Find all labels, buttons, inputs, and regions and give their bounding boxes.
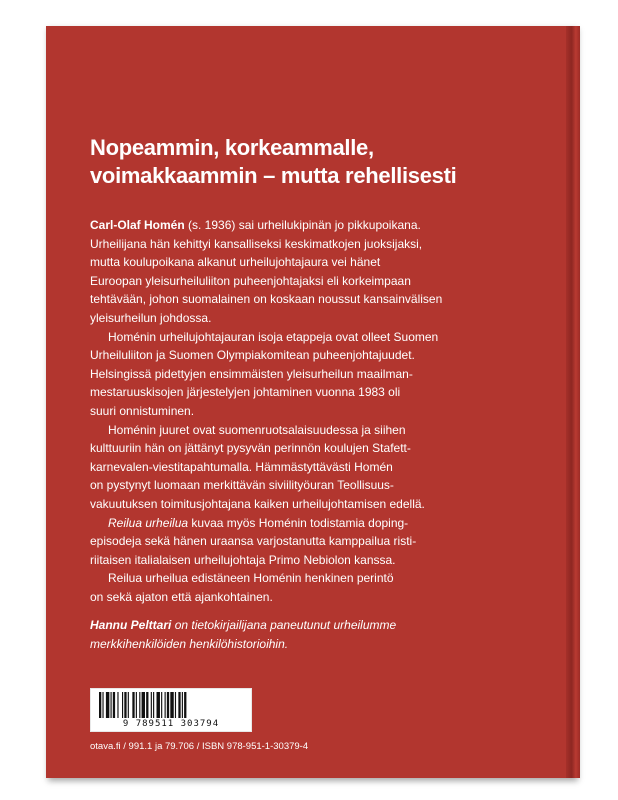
paragraph-line: on sekä ajaton että ajankohtainen. <box>90 589 273 604</box>
paragraph-line: Urheilijana hän kehittyi kansalliseksi keskimatkojen juoksijaksi, <box>90 236 423 251</box>
paragraph-line: suuri onnistuminen. <box>90 403 195 418</box>
cover-title <box>90 134 530 190</box>
paragraph-line: kulttuuriin hän on jättänyt pysyvän perinnön koulujen Stafett- <box>90 441 411 456</box>
paragraph-line <box>90 216 530 235</box>
barcode-number: 9 789511 303794 <box>122 719 220 729</box>
paragraph-line: karnevalen-viestitapahtumalla. Hämmästyttävästi Homén <box>90 459 393 474</box>
paragraph-line: tehtävään, johon suomalainen on koskaan noussut kansainvälisen <box>90 292 443 307</box>
paragraph-line: Homénin juuret ovat suomenruotsalaisuudessa ja siihen <box>108 422 406 437</box>
paragraph-intro <box>90 216 530 328</box>
paragraph-legacy <box>90 569 530 606</box>
paragraph-line: Helsingissä pidettyjen ensimmäisten yleisurheilun maailman- <box>90 366 413 381</box>
isbn-barcode <box>90 688 250 732</box>
paragraph-line: merkkihenkilöiden henkilöhistorioihin. <box>90 637 289 652</box>
title-line: voimakkaammin – mutta rehellisesti <box>90 163 457 188</box>
spacer <box>90 606 530 612</box>
paragraph-text: kuvaa myös Homénin todistamia doping- <box>188 515 409 530</box>
paragraph-roots <box>90 421 530 514</box>
book-spine-edge <box>566 26 580 778</box>
barcode-label <box>90 688 252 732</box>
publisher-footer: otava.fi / 991.1 ja 79.706 / ISBN 978-951-1-30379-4 <box>90 741 309 752</box>
paragraph-book <box>90 514 530 570</box>
paragraph-text: on tietokirjailijana paneutunut urheilumme <box>171 618 397 633</box>
title-line: Nopeammin, korkeammalle, <box>90 135 374 160</box>
paragraph-line: Homénin urheilujohtajauran isoja etappeja ovat olleet Suomen <box>108 329 439 344</box>
barcode-icon <box>95 692 247 718</box>
paragraph-career <box>90 328 530 421</box>
paragraph-line: vakuutuksen toimitusjohtajana kaiken urheilujohtamisen edellä. <box>90 496 425 511</box>
paragraph-line: riitaisen italialaisen urheilujohtaja Primo Nebiolon kanssa. <box>90 552 396 567</box>
author-name: Hannu Pelttari <box>90 618 172 633</box>
paragraph-line: mestaruuskisojen järjestelyjen johtaminen vuonna 1983 oli <box>90 385 401 400</box>
blurb <box>90 216 530 606</box>
paragraph-line <box>90 514 530 533</box>
paragraph-line: Euroopan yleisurheiluliiton puheenjohtajaksi eli korkeimpaan <box>90 273 411 288</box>
paragraph-line: Reilua urheilua edistäneen Homénin henkinen perintö <box>108 571 394 586</box>
paragraph-line: mutta koulupoikana alkanut urheilujohtajaura vei hänet <box>90 255 381 270</box>
paragraph-line: episodeja sekä hänen uraansa varjostanutta kamppailua risti- <box>90 534 417 549</box>
author-note <box>90 616 530 653</box>
paragraph-text: (s. 1936) sai urheilukipinän jo pikkupoikana. <box>184 218 421 232</box>
paragraph-line: yleisurheilun johdossa. <box>90 310 212 325</box>
paragraph-line: on pystynyt luomaan merkittävän siviilityöuran Teollisuus- <box>90 478 394 493</box>
subject-name: Carl-Olaf Homén <box>90 218 185 232</box>
paragraph-line <box>90 616 530 635</box>
book-title: Reilua urheilua <box>108 515 189 530</box>
cover-text-block <box>90 134 530 654</box>
paragraph-line: Urheiluliiton ja Suomen Olympiakomitean puheenjohtajuudet. <box>90 348 415 363</box>
